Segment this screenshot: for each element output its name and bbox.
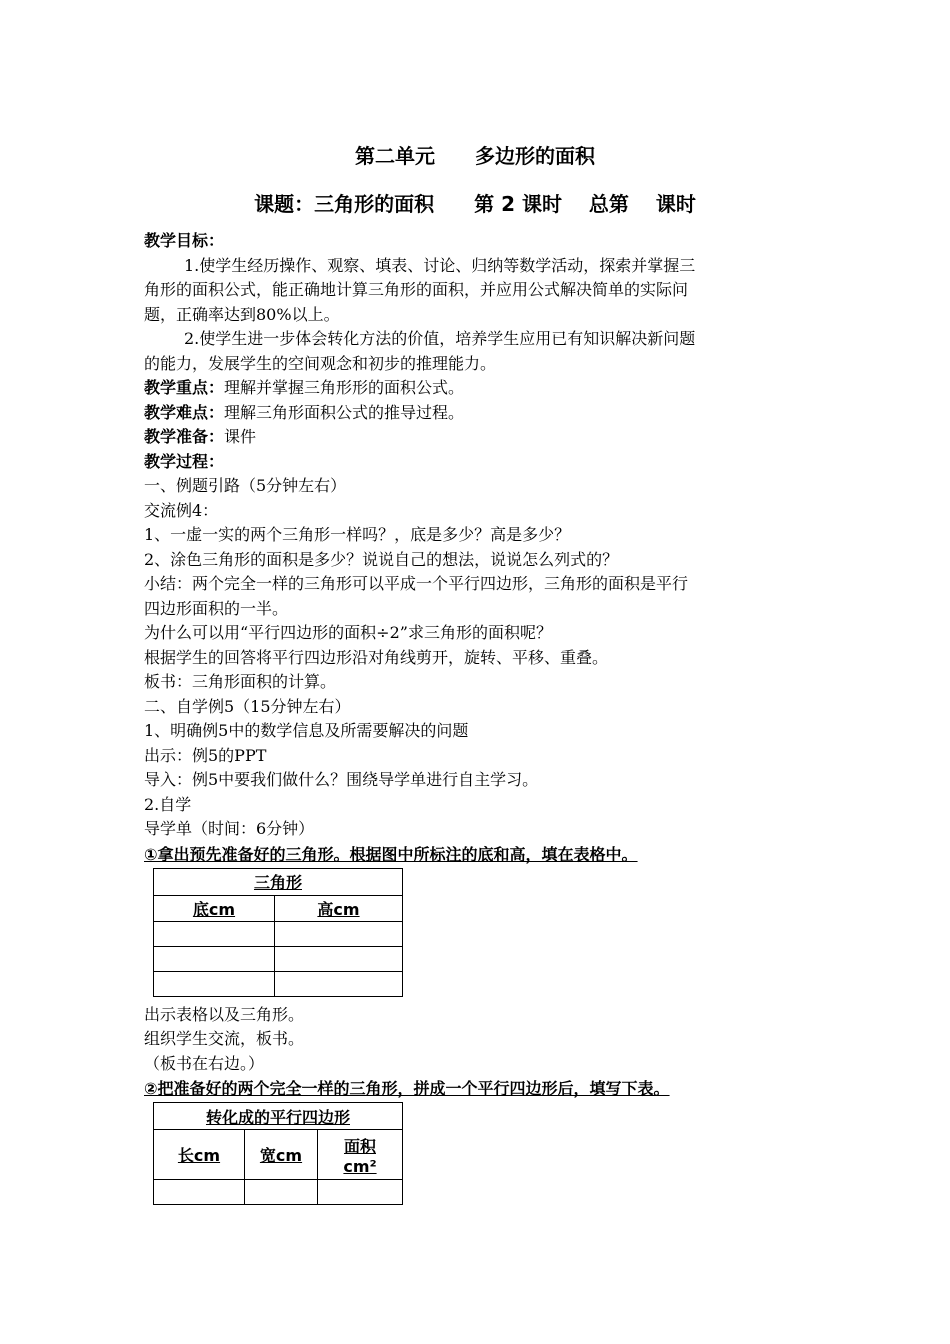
length-column-header: 长cm: [154, 1130, 245, 1180]
objective-2-line-1: 2.使学生进一步体会转化方法的价值，培养学生应用已有知识解决新问题: [184, 329, 696, 348]
difficulty: [144, 401, 809, 426]
process-line: 1、明确例5中的数学信息及所需要解决的问题: [144, 721, 469, 740]
area-column-header: [318, 1130, 403, 1180]
table-cell: [154, 946, 275, 971]
preparation-label: 教学准备：: [144, 427, 225, 446]
process-line: 出示：例5的PPT: [144, 745, 267, 765]
parallelogram-table-title: 转化成的平行四边形: [154, 1103, 403, 1130]
table-cell: [154, 971, 275, 996]
task-1-instruction: ①拿出预先准备好的三角形。根据图中所标注的底和高，填在表格中。: [144, 844, 638, 864]
objective-1-line-3: 题，正确率达到80%以上。: [144, 304, 340, 324]
unit-title: 第二单元 多边形的面积: [355, 144, 595, 168]
process-line: 小结：两个完全一样的三角形可以平成一个平行四边形，三角形的面积是平行: [144, 574, 689, 593]
process-line: 二、自学例5（15分钟左右）: [144, 696, 351, 716]
process-line: 为什么可以用“平行四边形的面积÷2”求三角形的面积呢？: [144, 623, 552, 642]
height-column-header: 高cm: [275, 895, 403, 921]
objective-1-line-1: 1.使学生经历操作、观察、填表、讨论、归纳等数学活动，探索并掌握三: [184, 255, 696, 275]
table-cell: [275, 946, 403, 971]
process-line: 根据学生的回答将平行四边形沿对角线剪开，旋转、平移、重叠。: [144, 647, 609, 667]
key-point-text: 理解并掌握三角形形的面积公式。: [224, 378, 465, 397]
process-line: 2、涂色三角形的面积是多少？说说自己的想法，说说怎么列式的？: [144, 549, 619, 569]
table-cell: [275, 971, 403, 996]
after-task-1-line: 出示表格以及三角形。: [144, 1004, 305, 1024]
lesson-body: [144, 229, 809, 1205]
difficulty-text: 理解三角形面积公式的推导过程。: [224, 402, 465, 422]
area-header-line-1: 面积: [343, 1136, 376, 1156]
table-cell: [154, 1180, 245, 1205]
table-cell: [245, 1180, 318, 1205]
table-cell: [154, 921, 275, 946]
key-point: [144, 376, 809, 401]
objectives-label: 教学目标：: [144, 231, 225, 250]
task-2-instruction: ②把准备好的两个完全一样的三角形，拼成一个平行四边形后，填写下表。: [144, 1079, 670, 1098]
parallelogram-table: [153, 1102, 403, 1205]
width-column-header: 宽cm: [245, 1130, 318, 1180]
process-line: 导学单（时间：6分钟）: [144, 819, 315, 838]
process-line: 四边形面积的一半。: [144, 598, 289, 618]
table-cell: [275, 921, 403, 946]
objective-1-line-2: 角形的面积公式，能正确地计算三角形的面积，并应用公式解决简单的实际问: [144, 280, 689, 299]
process-label: 教学过程：: [144, 451, 225, 471]
triangle-table: [153, 868, 403, 997]
base-column-header: 底cm: [154, 895, 275, 921]
after-task-1-line: 组织学生交流，板书。: [144, 1029, 305, 1048]
process-line: 导入：例5中要我们做什么？围绕导学单进行自主学习。: [144, 770, 539, 789]
after-task-1-line: （板书在右边。）: [144, 1053, 265, 1073]
process-line: 板书：三角形面积的计算。: [144, 672, 337, 691]
area-header-line-2: cm²: [343, 1156, 377, 1176]
objective-2-line-2: 的能力，发展学生的空间观念和初步的推理能力。: [144, 353, 497, 373]
difficulty-label: 教学难点：: [144, 402, 225, 422]
key-point-label: 教学重点：: [144, 378, 225, 397]
preparation-text: 课件: [224, 427, 257, 446]
process-line: 2.自学: [144, 794, 192, 814]
triangle-table-title: 三角形: [154, 868, 403, 895]
process-line: 1、一虚一实的两个三角形一样吗？，底是多少？高是多少？: [144, 525, 571, 544]
table-cell: [318, 1180, 403, 1205]
process-line: 交流例4：: [144, 500, 219, 520]
lesson-title: 课题：三角形的面积 第 2 课时 总第 课时: [254, 192, 696, 216]
preparation: [144, 425, 809, 450]
process-line: 一、例题引路（5分钟左右）: [144, 476, 347, 495]
